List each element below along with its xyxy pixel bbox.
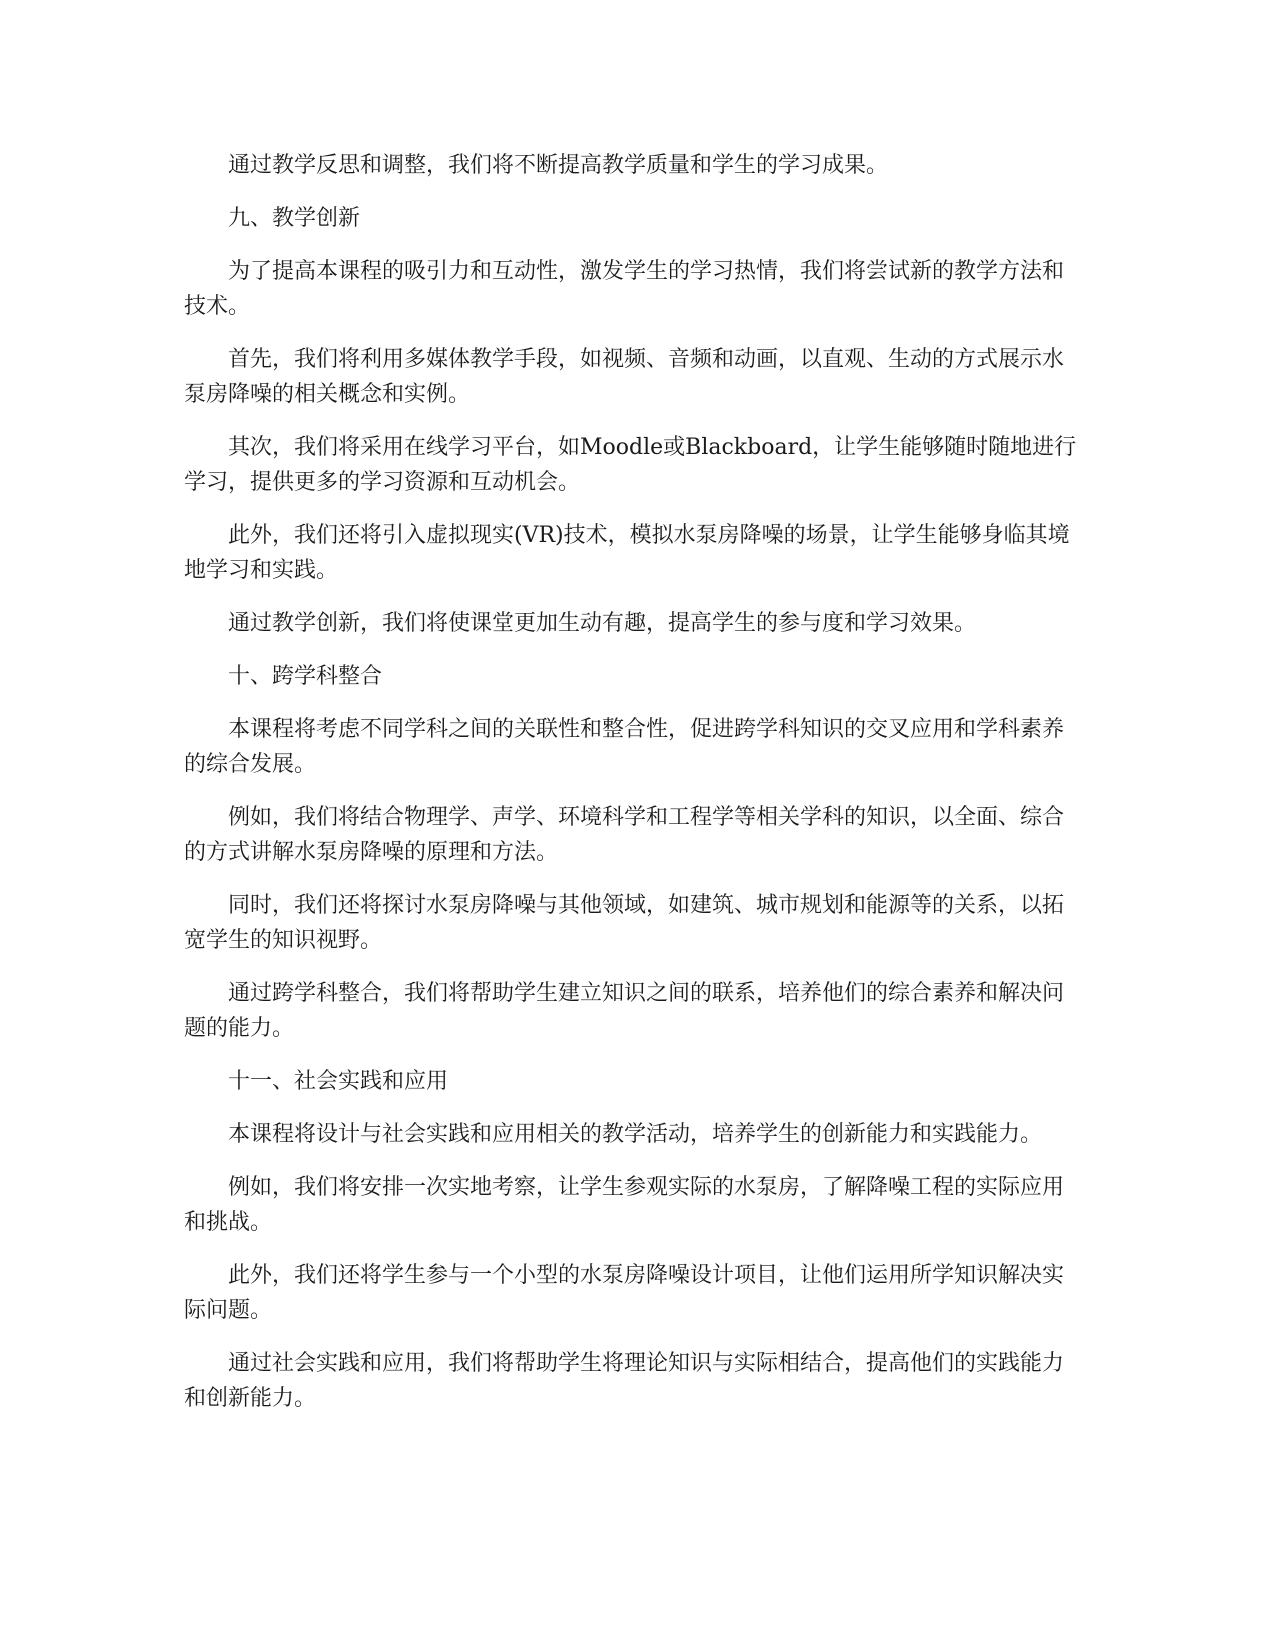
paragraph: 例如，我们将安排一次实地考察，让学生参观实际的水泵房，了解降噪工程的实际应用和挑战。: [184, 1175, 1065, 1235]
paragraph: 通过教学创新，我们将使课堂更加生动有趣，提高学生的参与度和学习效果。: [228, 611, 977, 636]
paragraph: 本课程将考虑不同学科之间的关联性和整合性，促进跨学科知识的交叉应用和学科素养的综合发展。: [184, 717, 1065, 777]
paragraph: 为了提高本课程的吸引力和互动性，激发学生的学习热情，我们将尝试新的教学方法和技术。: [184, 259, 1065, 319]
section-heading: 九、教学创新: [228, 206, 361, 231]
paragraph: 通过跨学科整合，我们将帮助学生建立知识之间的联系，培养他们的综合素养和解决问题的能力。: [184, 981, 1065, 1041]
paragraph: 通过社会实践和应用，我们将帮助学生将理论知识与实际相结合，提高他们的实践能力和创新能力。: [184, 1351, 1065, 1411]
paragraph: 同时，我们还将探讨水泵房降噪与其他领域，如建筑、城市规划和能源等的关系，以拓宽学生的知识视野。: [184, 893, 1065, 953]
paragraph: 例如，我们将结合物理学、声学、环境科学和工程学等相关学科的知识，以全面、综合的方式讲解水泵房降噪的原理和方法。: [184, 805, 1065, 865]
paragraph: 此外，我们还将引入虚拟现实(VR)技术，模拟水泵房降噪的场景，让学生能够身临其境地学习和实践。: [184, 523, 1070, 583]
paragraph: 首先，我们将利用多媒体教学手段，如视频、音频和动画，以直观、生动的方式展示水泵房降噪的相关概念和实例。: [184, 347, 1065, 407]
paragraph: 通过教学反思和调整，我们将不断提高教学质量和学生的学习成果。: [228, 153, 889, 178]
paragraph: 此外，我们还将学生参与一个小型的水泵房降噪设计项目，让他们运用所学知识解决实际问题。: [184, 1263, 1065, 1323]
section-heading: 十、跨学科整合: [228, 664, 383, 689]
section-heading: 十一、社会实践和应用: [228, 1069, 449, 1094]
paragraph: 本课程将设计与社会实践和应用相关的教学活动，培养学生的创新能力和实践能力。: [228, 1122, 1043, 1147]
paragraph: 其次，我们将采用在线学习平台，如Moodle或Blackboard，让学生能够随时随地进行学习，提供更多的学习资源和互动机会。: [184, 435, 1077, 495]
document-body: [184, 148, 1084, 1434]
